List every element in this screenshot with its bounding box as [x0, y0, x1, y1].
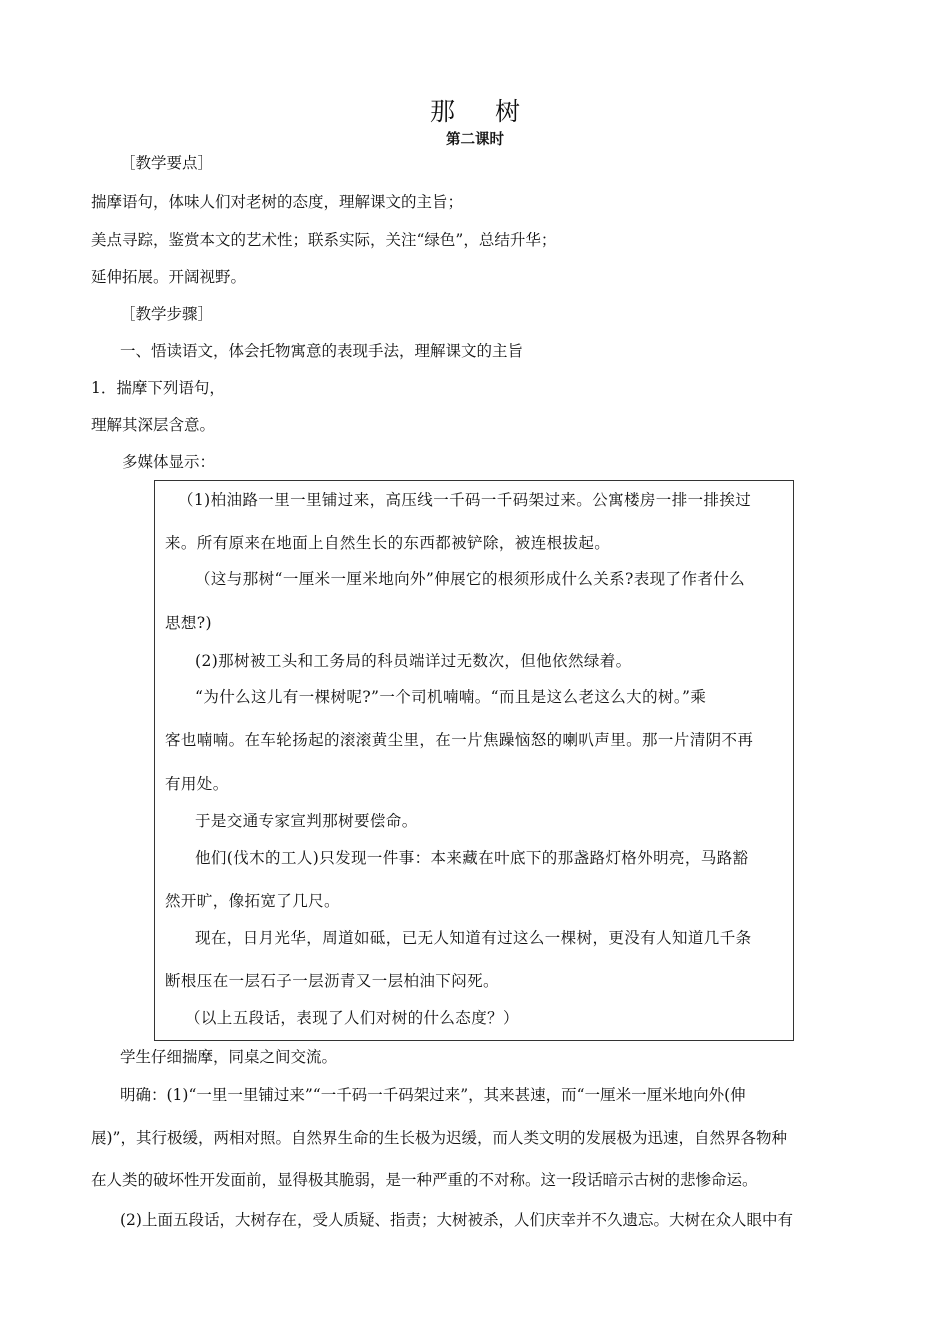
paragraph-line: 明确：(1)“一里一里铺过来”“一千码一千码架过来”，其来甚速，而“一厘米一厘米地向外(伸	[120, 1086, 746, 1104]
box-line: 有用处。	[165, 775, 229, 793]
box-line: 思想?)	[165, 614, 212, 632]
media-label: 多媒体显示：	[122, 453, 216, 471]
paragraph-line: 展)”，其行极缓，两相对照。自然界生命的生长极为迟缓，而人类文明的发展极为迅速，自然界各物种	[91, 1129, 787, 1147]
box-line: 客也喃喃。在车轮扬起的滚滚黄尘里，在一片焦躁恼怒的喇叭声里。那一片清阴不再	[165, 731, 754, 749]
key-point-1: 揣摩语句，体味人们对老树的态度，理解课文的主旨；	[91, 193, 464, 211]
section-1-heading: 一、悟读语文，体会托物寓意的表现手法，理解课文的主旨	[120, 342, 524, 360]
box-line: 于是交通专家宣判那树要偿命。	[195, 812, 418, 830]
page-subtitle: 第二课时	[446, 132, 504, 148]
box-line: 现在，日月光华，周道如砥，已无人知道有过这么一棵树，更没有人知道几千条	[195, 929, 752, 947]
paragraph-line: 学生仔细揣摩，同桌之间交流。	[120, 1048, 338, 1066]
paragraph-line: 在人类的破坏性开发面前，显得极其脆弱，是一种严重的不对称。这一段话暗示古树的悲惨命运。	[91, 1171, 758, 1189]
key-point-2: 美点寻踪，鉴赏本文的艺术性；联系实际，关注“绿色”，总结升华；	[91, 231, 557, 249]
box-line: （这与那树“一厘米一厘米地向外”伸展它的根须形成什么关系?表现了作者什么	[195, 570, 746, 588]
box-line: (2)那树被工头和工务局的科员端详过无数次，但他依然绿着。	[195, 652, 632, 670]
page-title: 那 树	[430, 97, 536, 126]
paragraph-line: (2)上面五段话，大树存在，受人质疑、指责；大树被杀，人们庆幸并不久遗忘。大树在众人眼中有	[120, 1211, 793, 1229]
box-line: 来。所有原来在地面上自然生长的东西都被铲除，被连根拔起。	[165, 534, 611, 552]
box-line: （1)柏油路一里一里铺过来，高压线一千码一千码架过来。公寓楼房一排一排挨过	[178, 491, 752, 509]
box-line: 他们(伐木的工人)只发现一件事：本来藏在叶底下的那盏路灯格外明亮，马路豁	[195, 849, 749, 867]
box-line: “为什么这儿有一棵树呢?”一个司机喃喃。“而且是这么老这么大的树。”乘	[195, 688, 707, 706]
box-line: 然开旷，像拓宽了几尺。	[165, 892, 340, 910]
key-points-heading: ［教学要点］	[120, 154, 214, 172]
item-1-line-1: 1．揣摩下列语句，	[91, 379, 225, 397]
steps-heading: ［教学步骤］	[120, 305, 214, 323]
key-point-3: 延伸拓展。开阔视野。	[91, 268, 247, 286]
box-line: 断根压在一层石子一层沥青又一层柏油下闷死。	[165, 972, 499, 990]
item-1-line-2: 理解其深层含意。	[91, 416, 216, 434]
box-line: （以上五段话，表现了人们对树的什么态度？）	[185, 1009, 519, 1027]
quoted-passage-box	[154, 480, 794, 1041]
